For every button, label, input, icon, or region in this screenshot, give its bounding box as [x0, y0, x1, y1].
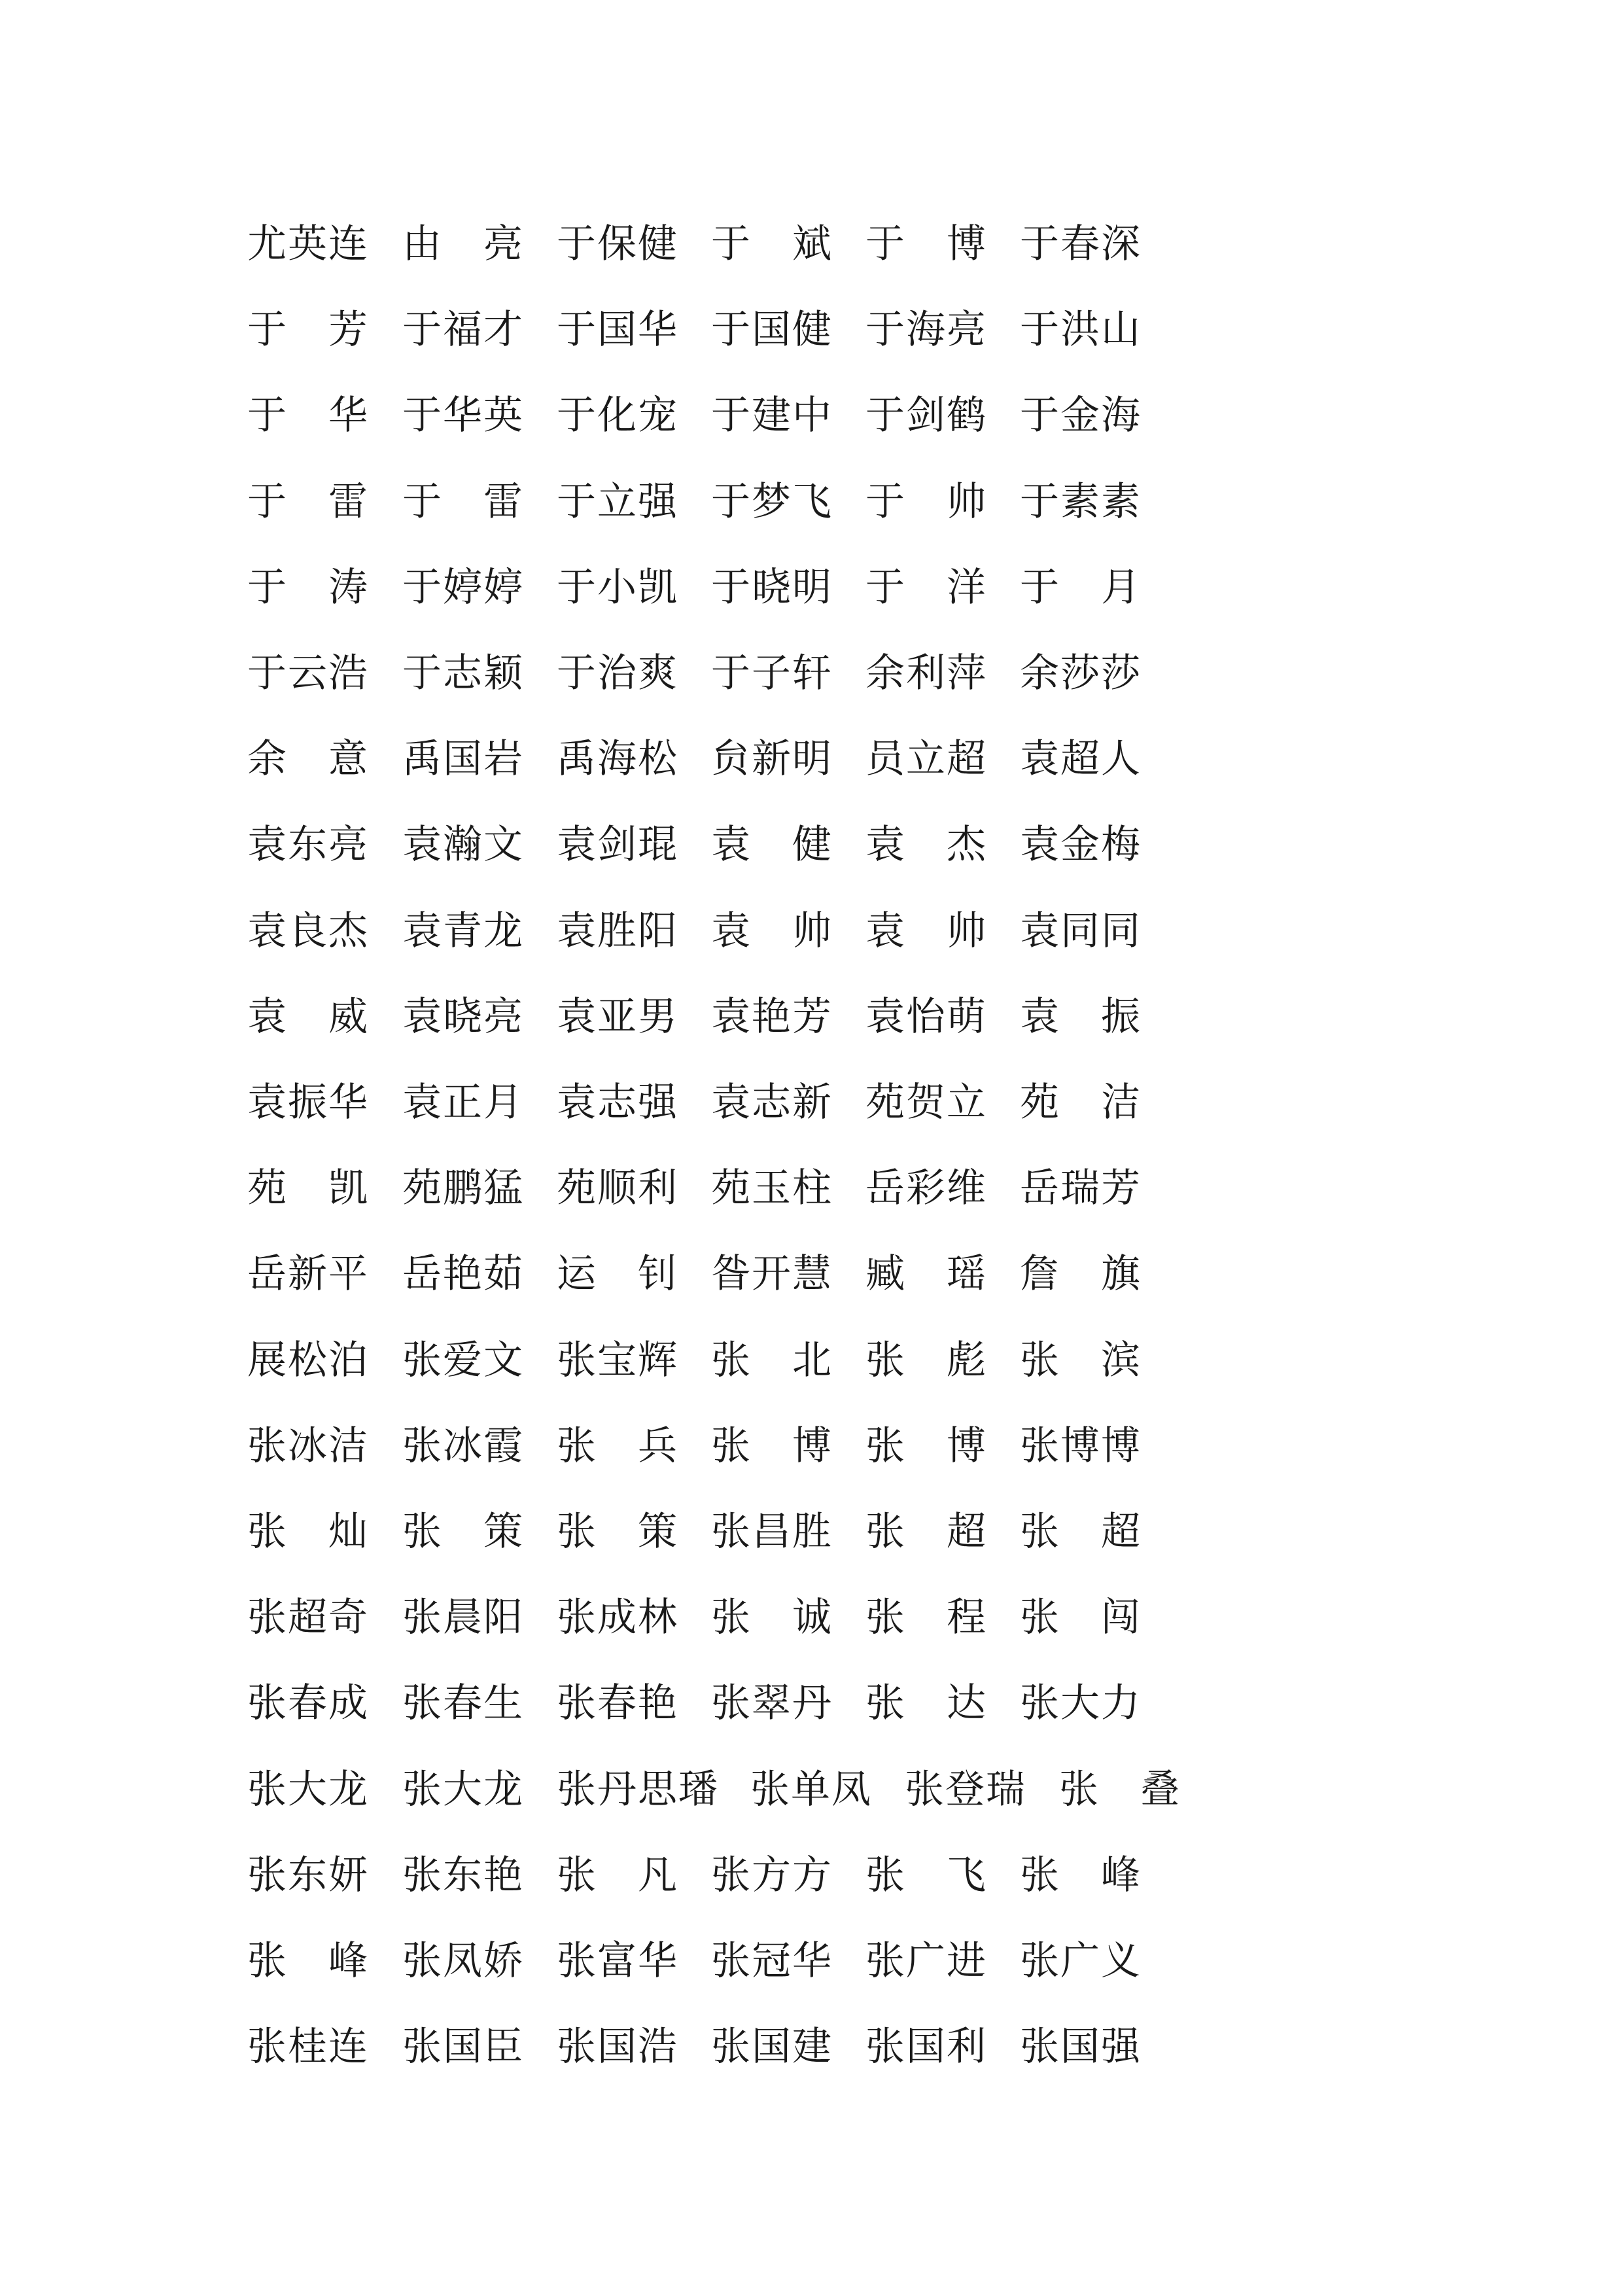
name-row	[0, 1067, 1623, 1139]
person-name: 岳瑞芳	[1020, 1165, 1142, 1212]
person-name: 张昌胜	[711, 1509, 833, 1555]
person-name: 于治爽	[557, 650, 678, 696]
person-name: 于立强	[557, 478, 678, 525]
person-name: 于 华	[247, 393, 369, 439]
person-name: 张国浩	[557, 2024, 678, 2070]
person-name: 于小凯	[557, 564, 678, 610]
person-name: 张 博	[711, 1422, 833, 1469]
person-name: 张 叠	[1059, 1766, 1181, 1812]
person-name: 于化宠	[557, 393, 678, 439]
person-name: 张 闯	[1020, 1595, 1142, 1641]
person-name: 张 飞	[865, 1852, 987, 1898]
person-name: 张 程	[865, 1595, 987, 1641]
person-name: 苑 凯	[247, 1165, 369, 1212]
person-name: 张 灿	[247, 1509, 369, 1555]
person-name: 张 策	[557, 1509, 678, 1555]
person-name: 张大力	[1020, 1680, 1142, 1727]
name-row	[0, 1839, 1623, 1911]
person-name: 张丹思璠	[557, 1766, 719, 1812]
name-row	[0, 1581, 1623, 1653]
person-name: 张登瑞	[905, 1766, 1026, 1812]
person-name: 由 亮	[402, 221, 524, 267]
person-name: 贠新明	[711, 736, 833, 783]
person-name: 袁剑琨	[557, 822, 678, 868]
person-name: 于 涛	[247, 564, 369, 610]
person-name: 于婷婷	[402, 564, 524, 610]
person-name: 张 峰	[1020, 1852, 1142, 1898]
person-name: 于子轩	[711, 650, 833, 696]
person-name: 袁胜阳	[557, 908, 678, 954]
person-name: 员立超	[865, 736, 987, 783]
person-name: 于 雷	[247, 478, 369, 525]
person-name: 张春成	[247, 1680, 369, 1727]
person-name: 于春深	[1020, 221, 1142, 267]
person-name: 余莎莎	[1020, 650, 1142, 696]
person-name: 于梦飞	[711, 478, 833, 525]
person-name: 苑 洁	[1020, 1080, 1142, 1125]
name-row	[0, 723, 1623, 795]
person-name: 袁 健	[711, 822, 833, 868]
name-row	[0, 294, 1623, 366]
person-name: 袁志强	[557, 1080, 678, 1125]
person-name: 禹国岩	[402, 736, 524, 783]
person-name: 张方方	[711, 1852, 833, 1898]
person-name: 张 彪	[865, 1337, 987, 1383]
person-name: 张大龙	[402, 1766, 524, 1812]
person-name: 袁金梅	[1020, 822, 1142, 868]
person-name: 臧 瑶	[865, 1251, 987, 1298]
person-name: 展松泊	[247, 1337, 369, 1383]
person-name: 张 兵	[557, 1422, 678, 1469]
person-name: 张博博	[1020, 1422, 1142, 1469]
person-name: 张 凡	[557, 1852, 678, 1898]
person-name: 张广义	[1020, 1938, 1142, 1984]
person-name: 于福才	[402, 307, 524, 353]
person-name: 张国强	[1020, 2024, 1142, 2070]
person-name: 张国利	[865, 2024, 987, 2070]
person-name: 袁良杰	[247, 908, 369, 954]
person-name: 张大龙	[247, 1766, 369, 1812]
person-name: 于保健	[557, 221, 678, 267]
person-name: 张 滨	[1020, 1337, 1142, 1383]
person-name: 张超奇	[247, 1595, 369, 1641]
person-name: 于 帅	[865, 478, 987, 525]
person-name: 于国健	[711, 307, 833, 353]
person-name: 袁 杰	[865, 822, 987, 868]
name-row	[0, 637, 1623, 709]
person-name: 于国华	[557, 307, 678, 353]
person-name: 张晨阳	[402, 1595, 524, 1641]
person-name: 于海亮	[865, 307, 987, 353]
person-name: 于 芳	[247, 307, 369, 353]
person-name: 于 月	[1020, 564, 1142, 610]
person-name: 昝开慧	[711, 1251, 833, 1298]
person-name: 张凤娇	[402, 1938, 524, 1984]
person-name: 袁超人	[1020, 736, 1142, 783]
person-name: 于 博	[865, 221, 987, 267]
person-name: 苑鹏猛	[402, 1165, 524, 1212]
person-name: 于华英	[402, 393, 524, 439]
person-name: 袁振华	[247, 1080, 369, 1125]
person-name: 袁怡萌	[865, 993, 987, 1040]
person-name: 张国建	[711, 2024, 833, 2070]
person-name: 于志颖	[402, 650, 524, 696]
person-name: 于洪山	[1020, 307, 1142, 353]
person-name: 袁 帅	[865, 908, 987, 954]
person-name: 张 达	[865, 1680, 987, 1727]
person-name: 余利萍	[865, 650, 987, 696]
person-name: 苑顺利	[557, 1165, 678, 1212]
person-name: 张宝辉	[557, 1337, 678, 1383]
person-name: 张单凤	[750, 1766, 872, 1812]
name-row	[0, 1152, 1623, 1224]
person-name: 张冰洁	[247, 1422, 369, 1469]
name-row	[0, 208, 1623, 280]
name-row	[0, 2011, 1623, 2083]
person-name: 禹海松	[557, 736, 678, 783]
name-row	[0, 1324, 1623, 1396]
person-name: 张国臣	[402, 2024, 524, 2070]
person-name: 张爱文	[402, 1337, 524, 1383]
person-name: 袁晓亮	[402, 993, 524, 1040]
person-name: 张冰霞	[402, 1422, 524, 1469]
person-name: 运 钊	[557, 1251, 678, 1298]
name-row	[0, 809, 1623, 881]
person-name: 张成林	[557, 1595, 678, 1641]
person-name: 张 超	[865, 1509, 987, 1555]
person-name: 袁 振	[1020, 993, 1142, 1040]
person-name: 袁正月	[402, 1080, 524, 1125]
person-name: 袁东亮	[247, 822, 369, 868]
name-row	[0, 895, 1623, 967]
person-name: 张富华	[557, 1938, 678, 1984]
name-row	[0, 1925, 1623, 1997]
person-name: 尤英连	[247, 221, 369, 267]
name-row	[0, 1410, 1623, 1482]
person-name: 张 博	[865, 1422, 987, 1469]
person-name: 詹 旗	[1020, 1251, 1142, 1298]
person-name: 张春生	[402, 1680, 524, 1727]
person-name: 张冠华	[711, 1938, 833, 1984]
person-name: 于云浩	[247, 650, 369, 696]
name-row	[0, 981, 1623, 1053]
person-name: 袁同同	[1020, 908, 1142, 954]
person-name: 张东艳	[402, 1852, 524, 1898]
person-name: 袁 威	[247, 993, 369, 1040]
person-name: 于建中	[711, 393, 833, 439]
person-name: 苑贺立	[865, 1080, 987, 1125]
name-row	[0, 1496, 1623, 1568]
person-name: 于 雷	[402, 478, 524, 525]
person-name: 张春艳	[557, 1680, 678, 1727]
person-name: 袁 帅	[711, 908, 833, 954]
person-name: 袁亚男	[557, 993, 678, 1040]
person-name: 张 诚	[711, 1595, 833, 1641]
person-name: 于素素	[1020, 478, 1142, 525]
person-name: 张 策	[402, 1509, 524, 1555]
person-name: 袁志新	[711, 1080, 833, 1125]
name-row	[0, 1238, 1623, 1310]
person-name: 岳艳茹	[402, 1251, 524, 1298]
person-name: 袁艳芳	[711, 993, 833, 1040]
name-row	[0, 552, 1623, 624]
person-name: 张桂连	[247, 2024, 369, 2070]
name-row	[0, 1754, 1623, 1826]
person-name: 于 斌	[711, 221, 833, 267]
person-name: 苑玉柱	[711, 1165, 833, 1212]
person-name: 张东妍	[247, 1852, 369, 1898]
name-row	[0, 1667, 1623, 1739]
name-row	[0, 380, 1623, 451]
person-name: 张翠丹	[711, 1680, 833, 1727]
person-name: 余 意	[247, 736, 369, 783]
person-name: 袁青龙	[402, 908, 524, 954]
person-name: 于金海	[1020, 393, 1142, 439]
person-name: 袁瀚文	[402, 822, 524, 868]
name-row	[0, 466, 1623, 538]
person-name: 张广进	[865, 1938, 987, 1984]
person-name: 张 峰	[247, 1938, 369, 1984]
person-name: 张 超	[1020, 1509, 1142, 1555]
person-name: 于剑鹤	[865, 393, 987, 439]
person-name: 岳彩维	[865, 1165, 987, 1212]
person-name: 于晓明	[711, 564, 833, 610]
person-name: 岳新平	[247, 1251, 369, 1298]
person-name: 于 洋	[865, 564, 987, 610]
person-name: 张 北	[711, 1337, 833, 1383]
